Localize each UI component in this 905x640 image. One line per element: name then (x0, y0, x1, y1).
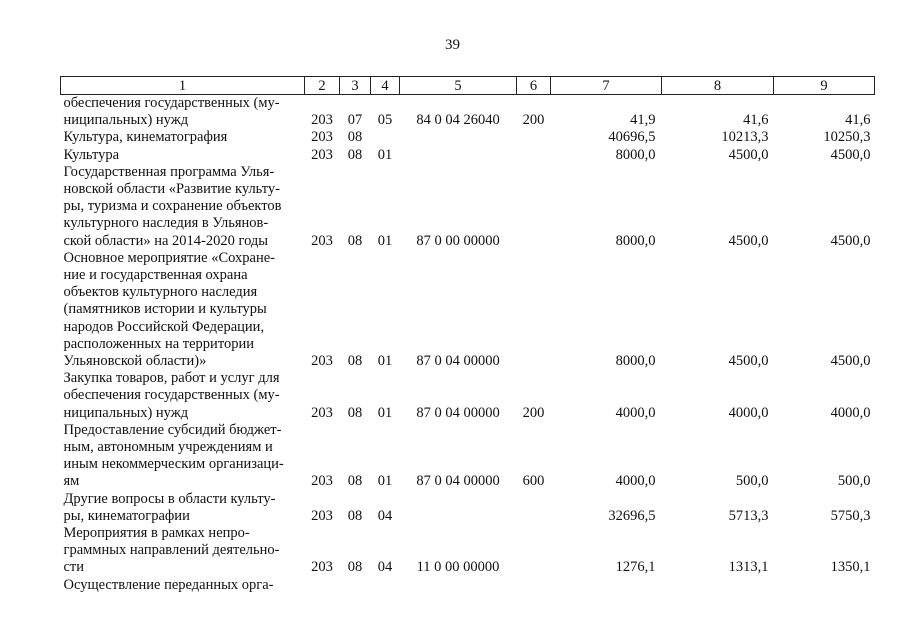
amount-col-9: 1350,1 (830, 559, 871, 576)
section-code: 08 (347, 353, 363, 370)
item-name: обеспечения государственных (му- ниципальных) нужд (63, 95, 280, 129)
item-name: Культура, кинематография (63, 129, 228, 146)
expense-type-code: 200 (522, 404, 545, 421)
ministry-code (305, 577, 340, 594)
ministry-code: 203 (311, 507, 333, 524)
subsection-code: 01 (377, 232, 393, 249)
amount-col-9: 4500,0 (830, 232, 871, 249)
column-header: 3 (340, 77, 371, 95)
column-header: 1 (61, 77, 305, 95)
table-row (61, 164, 875, 250)
column-header: 2 (305, 77, 340, 95)
table-row (61, 129, 875, 146)
amount-col-7: 4000,0 (615, 404, 656, 421)
item-name: Предоставление субсидий бюджет- ным, автономным учреждениям и иным некоммерческим организаци- ям (63, 421, 284, 490)
item-name: Государственная программа Улья- новской области «Развитие культу- ры, туризма и сохранение объектов культурного наследия в Ульянов- ской области» на 2014-2020 годы (63, 163, 282, 249)
table-row (61, 525, 875, 577)
subsection-code (371, 129, 400, 146)
amount-col-8: 10213,3 (721, 129, 769, 146)
item-name: Культура (63, 146, 120, 163)
amount-col-7: 4000,0 (615, 473, 656, 490)
amount-col-9: 500,0 (837, 473, 871, 490)
subsection-code: 05 (377, 112, 393, 129)
subsection-code (371, 577, 400, 594)
table-row (61, 422, 875, 491)
subsection-code: 04 (377, 507, 393, 524)
amount-col-7: 40696,5 (608, 129, 656, 146)
section-code: 08 (347, 146, 363, 163)
target-article-code (400, 129, 517, 146)
expense-type-code (517, 250, 551, 370)
section-code: 08 (347, 507, 363, 524)
amount-col-8: 41,6 (743, 112, 769, 129)
target-article-code: 87 0 04 00000 (416, 473, 500, 490)
amount-col-8: 1313,1 (728, 559, 769, 576)
ministry-code: 203 (311, 559, 333, 576)
section-code: 08 (347, 129, 363, 146)
section-code: 08 (347, 232, 363, 249)
expense-type-code (517, 129, 551, 146)
ministry-code: 203 (311, 404, 333, 421)
item-name: Мероприятия в рамках непро- граммных направлений деятельно- сти (63, 525, 280, 576)
ministry-code: 203 (311, 129, 333, 146)
ministry-code: 203 (311, 112, 333, 129)
section-code: 08 (347, 404, 363, 421)
table-row (61, 577, 875, 594)
column-header: 4 (371, 77, 400, 95)
subsection-code: 04 (377, 559, 393, 576)
table-row (61, 491, 875, 525)
column-header: 6 (517, 77, 551, 95)
table-row (61, 147, 875, 164)
expense-type-code: 600 (522, 473, 545, 490)
amount-col-9: 4500,0 (830, 146, 871, 163)
ministry-code: 203 (311, 146, 333, 163)
amount-col-7 (551, 577, 662, 594)
section-code: 07 (347, 112, 363, 129)
ministry-code: 203 (311, 353, 333, 370)
budget-table (60, 76, 875, 594)
amount-col-8: 5713,3 (728, 507, 769, 524)
amount-col-9: 41,6 (845, 112, 871, 129)
target-article-code: 87 0 00 00000 (416, 232, 500, 249)
amount-col-7: 8000,0 (615, 146, 656, 163)
amount-col-8: 4500,0 (728, 232, 769, 249)
page-number: 39 (445, 37, 460, 53)
section-code: 08 (347, 559, 363, 576)
target-article-code: 11 0 00 00000 (416, 559, 500, 576)
table-body (61, 95, 875, 594)
item-name: Другие вопросы в области культу- ры, кинематографии (63, 490, 276, 524)
expense-type-code (517, 147, 551, 164)
amount-col-9: 4000,0 (830, 404, 871, 421)
target-article-code: 87 0 04 00000 (416, 404, 500, 421)
target-article-code: 84 0 04 26040 (416, 112, 500, 129)
expense-type-code (517, 491, 551, 525)
amount-col-7: 41,9 (630, 112, 656, 129)
amount-col-7: 8000,0 (615, 353, 656, 370)
amount-col-9 (774, 577, 875, 594)
item-name: Основное мероприятие «Сохране- ние и государственная охрана объектов культурного наследия (памятников истории и культуры народов Российской Федерации, расположенных на территории Ульяновской области)» (63, 249, 275, 370)
amount-col-9: 4500,0 (830, 353, 871, 370)
column-header: 9 (774, 77, 875, 95)
target-article-code: 87 0 04 00000 (416, 353, 500, 370)
amount-col-8: 500,0 (735, 473, 769, 490)
section-code: 08 (347, 473, 363, 490)
expense-type-code (517, 577, 551, 594)
table-row (61, 250, 875, 370)
table-row (61, 370, 875, 422)
amount-col-8: 4500,0 (728, 146, 769, 163)
target-article-code (400, 577, 517, 594)
amount-col-8: 4000,0 (728, 404, 769, 421)
ministry-code: 203 (311, 232, 333, 249)
section-code (340, 577, 371, 594)
column-header: 7 (551, 77, 662, 95)
amount-col-7: 1276,1 (615, 559, 656, 576)
ministry-code: 203 (311, 473, 333, 490)
subsection-code: 01 (377, 146, 393, 163)
item-name: Осуществление переданных орга- (63, 576, 274, 593)
subsection-code: 01 (377, 353, 393, 370)
target-article-code (400, 491, 517, 525)
amount-col-8 (662, 577, 774, 594)
expense-type-code: 200 (522, 112, 545, 129)
table-header-row (61, 77, 875, 95)
target-article-code (400, 147, 517, 164)
expense-type-code (517, 164, 551, 250)
amount-col-7: 8000,0 (615, 232, 656, 249)
amount-col-7: 32696,5 (608, 507, 656, 524)
expense-type-code (517, 525, 551, 577)
subsection-code: 01 (377, 473, 393, 490)
table-row (61, 95, 875, 130)
amount-col-9: 5750,3 (830, 507, 871, 524)
column-header: 8 (662, 77, 774, 95)
amount-col-9: 10250,3 (823, 129, 871, 146)
subsection-code: 01 (377, 404, 393, 421)
column-header: 5 (400, 77, 517, 95)
amount-col-8: 4500,0 (728, 353, 769, 370)
item-name: Закупка товаров, работ и услуг для обеспечения государственных (му- ниципальных) нужд (63, 370, 280, 421)
